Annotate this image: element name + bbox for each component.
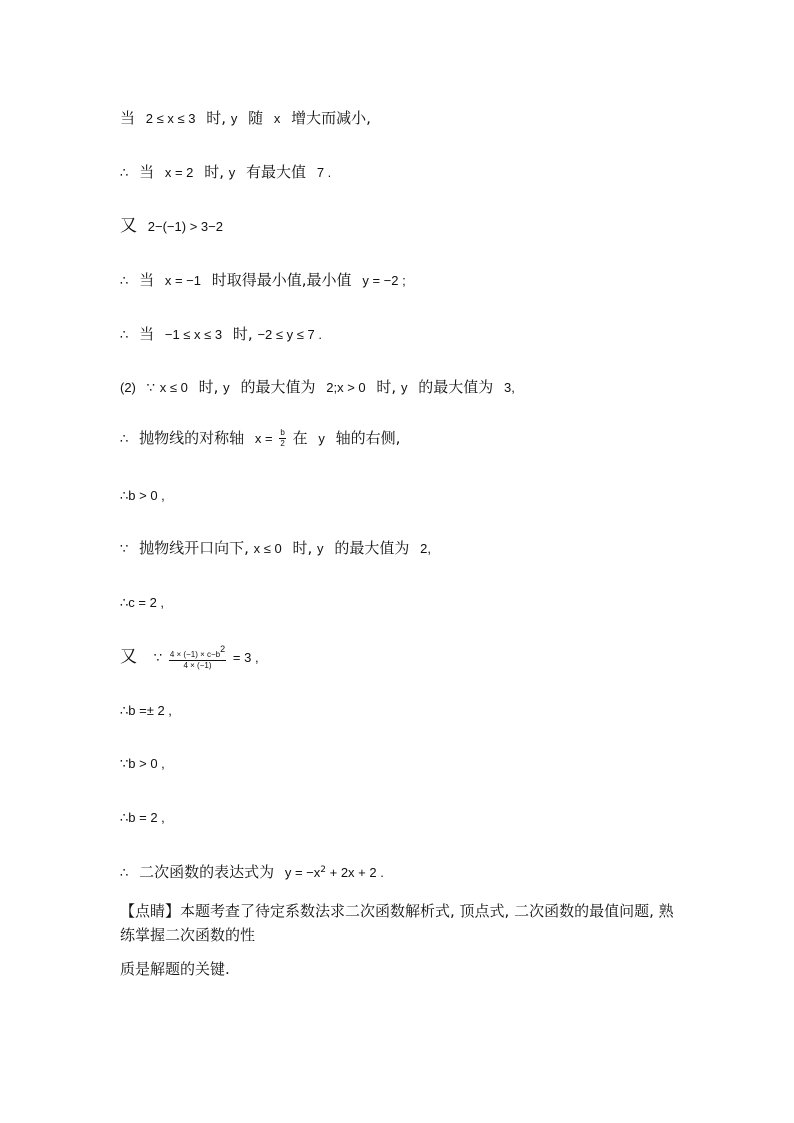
exponent: 2 (320, 865, 327, 875)
text: 二次函数的表达式为 (139, 863, 275, 881)
solution-line-8 (120, 485, 165, 506)
math-expression: x ≤ 0 (159, 380, 188, 395)
solution-line-6 (120, 377, 515, 398)
fraction-numerator: b (280, 428, 285, 437)
solution-line-10 (120, 592, 164, 613)
text: 时, (232, 325, 258, 343)
fraction-denominator: 2 (280, 439, 285, 448)
text: 当 (139, 271, 155, 289)
solution-line-3 (120, 216, 223, 237)
numerator-text: 4 × (−1) × c−b (169, 650, 221, 659)
math-expression: x ≤ 0 (253, 541, 282, 556)
text: 又 (120, 216, 137, 236)
solution-line-15 (120, 860, 384, 883)
text: 的最大值为 (418, 378, 494, 396)
solution-line-13 (120, 753, 165, 774)
text: 抛物线的对称轴 (139, 429, 245, 447)
math-variable: y (228, 165, 236, 180)
math-expression: −1 ≤ x ≤ 3 (164, 327, 223, 342)
text: 增大而减小, (291, 109, 371, 127)
text: 轴的右侧, (335, 429, 401, 447)
because-symbol: ∵ (120, 541, 129, 556)
math-variable: y (318, 431, 325, 446)
math-expression: 2;x > 0 (326, 380, 366, 395)
therefore-symbol: ∴ (120, 865, 129, 880)
text: 又 (120, 647, 137, 667)
math-expression: 2, (420, 541, 431, 556)
comment-paragraph (120, 899, 680, 981)
math-expression: x = −1 (164, 273, 201, 288)
math-variable: y (223, 380, 230, 395)
solution-line-4 (120, 270, 406, 291)
math-expression: x = (254, 431, 273, 446)
math-expression: 3, (504, 380, 515, 395)
text: 当 (139, 163, 155, 181)
solution-line-14 (120, 807, 165, 828)
text: 的最大值为 (334, 539, 410, 557)
math-expression: 2 ≤ x ≤ 3 (145, 111, 196, 126)
text: 时取得最小值,最小值 (211, 271, 352, 289)
solution-line-7 (120, 428, 400, 449)
because-symbol: ∵ (153, 650, 163, 665)
text: 在 (292, 429, 308, 447)
math-expression: = 3 , (232, 650, 259, 665)
math-expression: −2 ≤ y ≤ 7 . (257, 327, 322, 342)
math-expression: y = −x (284, 865, 321, 880)
math-expression: ∴b =± 2 , (120, 703, 172, 718)
math-expression: ∴c = 2 , (120, 595, 165, 610)
math-variable: y (230, 111, 238, 126)
solution-line-12 (120, 700, 172, 721)
math-expression: 7 . (316, 165, 332, 180)
math-expression: ∴b > 0 , (120, 488, 165, 503)
exponent: 2 (220, 644, 226, 654)
comment-line-1: 【点睛】本题考查了待定系数法求二次函数解析式, 顶点式, 二次函数的最值问题, 熟练掌握二次函数的性 (120, 902, 674, 944)
fraction-denominator: 4 × (−1) (183, 661, 212, 670)
text: 时, (198, 378, 224, 396)
part-number: (2) (120, 380, 136, 395)
math-expression: ∵b > 0 , (120, 756, 165, 771)
therefore-symbol: ∴ (120, 165, 129, 180)
fraction-b-over-2 (279, 428, 285, 449)
math-expression: x = 2 (164, 165, 194, 180)
math-variable: x (273, 111, 281, 126)
therefore-symbol: ∴ (120, 327, 129, 342)
math-expression: y = −2 ; (362, 273, 406, 288)
text: 时, (292, 539, 318, 557)
therefore-symbol: ∴ (120, 273, 129, 288)
fraction-vertex-formula (169, 644, 226, 671)
math-variable: y (317, 541, 324, 556)
comment-line-2: 质是解题的关键. (120, 960, 230, 978)
text: 随 (248, 109, 264, 127)
text: 有最大值 (246, 163, 307, 181)
fraction-numerator (169, 644, 226, 661)
therefore-symbol: ∴ (120, 431, 129, 446)
math-expression: 2−(−1) > 3−2 (147, 219, 223, 234)
solution-line-9 (120, 538, 431, 559)
text: 时, (376, 378, 401, 396)
math-expression: + 2x + 2 . (326, 865, 384, 880)
text: 当 (139, 325, 155, 343)
solution-line-2 (120, 162, 331, 183)
math-expression: ∴b = 2 , (120, 810, 165, 825)
text: 当 (120, 109, 136, 127)
math-variable: y (400, 380, 408, 395)
solution-line-1 (120, 108, 371, 129)
text: 时, (204, 163, 229, 181)
text: 抛物线开口向下, (139, 539, 254, 557)
text: 时, (206, 109, 231, 127)
solution-line-5 (120, 324, 322, 345)
solution-line-11 (120, 644, 259, 671)
text: 的最大值为 (240, 378, 316, 396)
because-symbol: ∵ (146, 380, 155, 395)
